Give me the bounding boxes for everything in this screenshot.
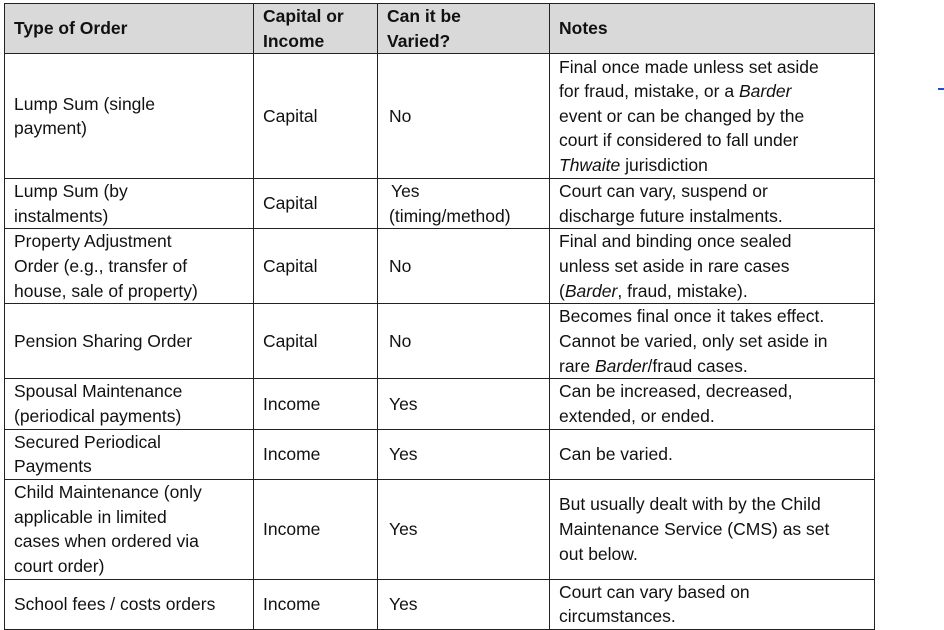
cell-line: Order (e.g., transfer of bbox=[14, 256, 188, 277]
table-row bbox=[5, 54, 875, 179]
table-row bbox=[5, 229, 875, 304]
cell-line: Yes bbox=[391, 181, 420, 202]
notes-text: discharge future instalments. bbox=[559, 205, 783, 226]
header-line: Type of Order bbox=[14, 18, 128, 39]
cell-capital-or-income bbox=[254, 304, 378, 379]
cell-line: No bbox=[389, 105, 412, 126]
cell-line: Yes bbox=[389, 518, 418, 539]
cell-line: Income bbox=[263, 393, 321, 414]
notes-line bbox=[559, 517, 874, 542]
cell-type-of-order bbox=[5, 379, 254, 429]
cell-capital-or-income bbox=[254, 229, 378, 304]
notes-text: extended, or ended. bbox=[559, 405, 715, 426]
notes-line bbox=[559, 542, 874, 567]
notes-text: Can be varied. bbox=[559, 443, 673, 464]
case-name-italic: Barder bbox=[594, 355, 648, 376]
cell-can-it-be-varied bbox=[378, 229, 550, 304]
notes-line bbox=[559, 229, 874, 254]
cell-line: Income bbox=[263, 443, 321, 464]
cell-line: Capital bbox=[263, 256, 318, 277]
cell-can-it-be-varied bbox=[378, 304, 550, 379]
cell-line: Spousal Maintenance bbox=[14, 381, 183, 402]
notes-text: court if considered to fall under bbox=[559, 130, 799, 151]
header-type-of-order bbox=[5, 4, 254, 54]
cell-type-of-order bbox=[5, 229, 254, 304]
notes-text: , fraud, mistake). bbox=[617, 280, 748, 301]
notes-text: Final once made unless set aside bbox=[559, 56, 819, 77]
cell-line: Capital bbox=[263, 331, 318, 352]
header-capital-or-income bbox=[254, 4, 378, 54]
notes-text: circumstances. bbox=[559, 606, 676, 627]
header-line: Notes bbox=[559, 18, 608, 39]
cell-line: Property Adjustment bbox=[14, 231, 172, 252]
notes-line bbox=[559, 179, 874, 204]
cell-notes bbox=[550, 304, 875, 379]
cell-capital-or-income bbox=[254, 179, 378, 229]
cell-can-it-be-varied bbox=[378, 579, 550, 629]
cell-line: Yes bbox=[389, 594, 418, 615]
cell-notes bbox=[550, 579, 875, 629]
notes-line bbox=[559, 304, 874, 329]
cell-line: Pension Sharing Order bbox=[14, 331, 193, 352]
cell-line: Yes bbox=[389, 443, 418, 464]
notes-line bbox=[559, 128, 874, 153]
notes-text: unless set aside in rare cases bbox=[559, 256, 790, 277]
cell-type-of-order bbox=[5, 54, 254, 179]
notes-line bbox=[559, 404, 874, 429]
table-row bbox=[5, 579, 875, 629]
cell-line: Yes bbox=[389, 393, 418, 414]
cell-capital-or-income bbox=[254, 429, 378, 479]
cell-type-of-order bbox=[5, 579, 254, 629]
notes-line bbox=[559, 354, 874, 379]
notes-text: Court can vary, suspend or bbox=[559, 181, 768, 202]
notes-text: ( bbox=[559, 280, 565, 301]
cell-capital-or-income bbox=[254, 54, 378, 179]
notes-line bbox=[559, 79, 874, 104]
cell-type-of-order bbox=[5, 429, 254, 479]
cell-notes bbox=[550, 229, 875, 304]
cell-line: Capital bbox=[263, 105, 318, 126]
cell-type-of-order bbox=[5, 479, 254, 579]
notes-text: Court can vary based on bbox=[559, 581, 750, 602]
cell-line: Income bbox=[263, 518, 321, 539]
cell-line: house, sale of property) bbox=[14, 280, 198, 301]
cell-line: instalments) bbox=[14, 205, 109, 226]
case-name-italic: Barder bbox=[564, 280, 618, 301]
notes-line bbox=[559, 254, 874, 279]
notes-text: for fraud, mistake, or a bbox=[559, 81, 739, 102]
cell-type-of-order bbox=[5, 179, 254, 229]
header-line: Income bbox=[263, 30, 325, 51]
notes-line bbox=[559, 153, 874, 178]
cell-can-it-be-varied bbox=[378, 54, 550, 179]
notes-line bbox=[559, 329, 874, 354]
cell-line: (periodical payments) bbox=[14, 405, 182, 426]
notes-line bbox=[559, 279, 874, 304]
notes-text: jurisdiction bbox=[620, 155, 708, 176]
cell-capital-or-income bbox=[254, 579, 378, 629]
header-line: Can it be bbox=[387, 6, 461, 26]
notes-line bbox=[559, 442, 874, 467]
case-name-italic: Barder bbox=[738, 81, 792, 102]
cell-line: Child Maintenance (only bbox=[14, 482, 202, 503]
cell-line: (timing/method) bbox=[389, 205, 511, 226]
notes-text: But usually dealt with by the Child bbox=[559, 494, 821, 515]
table-row bbox=[5, 304, 875, 379]
case-name-italic: Thwaite bbox=[559, 155, 621, 176]
notes-line bbox=[559, 204, 874, 229]
cell-can-it-be-varied bbox=[378, 379, 550, 429]
cell-line: Lump Sum (single bbox=[14, 93, 156, 114]
cell-notes bbox=[550, 54, 875, 179]
cell-can-it-be-varied bbox=[378, 479, 550, 579]
cell-notes bbox=[550, 379, 875, 429]
cell-capital-or-income bbox=[254, 479, 378, 579]
header-line: Capital or bbox=[263, 6, 344, 26]
cell-line: court order) bbox=[14, 555, 105, 576]
table-row bbox=[5, 179, 875, 229]
notes-text: out below. bbox=[559, 543, 638, 564]
cell-line: applicable in limited bbox=[14, 506, 167, 527]
notes-line bbox=[559, 55, 874, 80]
cell-can-it-be-varied bbox=[378, 429, 550, 479]
table-row bbox=[5, 479, 875, 579]
notes-text: Final and binding once sealed bbox=[559, 231, 792, 252]
notes-text: Cannot be varied, only set aside in bbox=[559, 331, 828, 352]
header-row bbox=[5, 4, 875, 54]
orders-table bbox=[4, 3, 875, 630]
table-row bbox=[5, 429, 875, 479]
cell-notes bbox=[550, 429, 875, 479]
cell-line: No bbox=[389, 331, 412, 352]
cell-line: School fees / costs orders bbox=[14, 594, 216, 615]
cell-line: cases when ordered via bbox=[14, 531, 199, 552]
cell-notes bbox=[550, 479, 875, 579]
notes-text: event or can be changed by the bbox=[559, 105, 805, 126]
header-notes bbox=[550, 4, 875, 54]
cell-line: Payments bbox=[14, 456, 92, 477]
table-row bbox=[5, 379, 875, 429]
notes-line bbox=[559, 104, 874, 129]
notes-text: Can be increased, decreased, bbox=[559, 381, 793, 402]
notes-text: Becomes final once it takes effect. bbox=[559, 306, 825, 327]
cell-can-it-be-varied bbox=[378, 179, 550, 229]
cell-type-of-order bbox=[5, 304, 254, 379]
header-can-it-be-varied bbox=[378, 4, 550, 54]
cell-line: Lump Sum (by bbox=[14, 181, 128, 202]
cell-line: Income bbox=[263, 594, 321, 615]
cell-line: Capital bbox=[263, 193, 318, 214]
notes-line bbox=[559, 492, 874, 517]
notes-line bbox=[559, 379, 874, 404]
cell-capital-or-income bbox=[254, 379, 378, 429]
cursor-mark bbox=[938, 88, 944, 90]
cell-line: No bbox=[389, 256, 412, 277]
cell-line: Secured Periodical bbox=[14, 431, 161, 452]
notes-text: Maintenance Service (CMS) as set bbox=[559, 518, 830, 539]
cell-notes bbox=[550, 179, 875, 229]
notes-line bbox=[559, 580, 874, 605]
notes-text: rare bbox=[559, 355, 595, 376]
notes-text: /fraud cases. bbox=[647, 355, 748, 376]
notes-line bbox=[559, 604, 874, 629]
cell-line: payment) bbox=[14, 118, 87, 139]
header-line: Varied? bbox=[387, 30, 451, 51]
